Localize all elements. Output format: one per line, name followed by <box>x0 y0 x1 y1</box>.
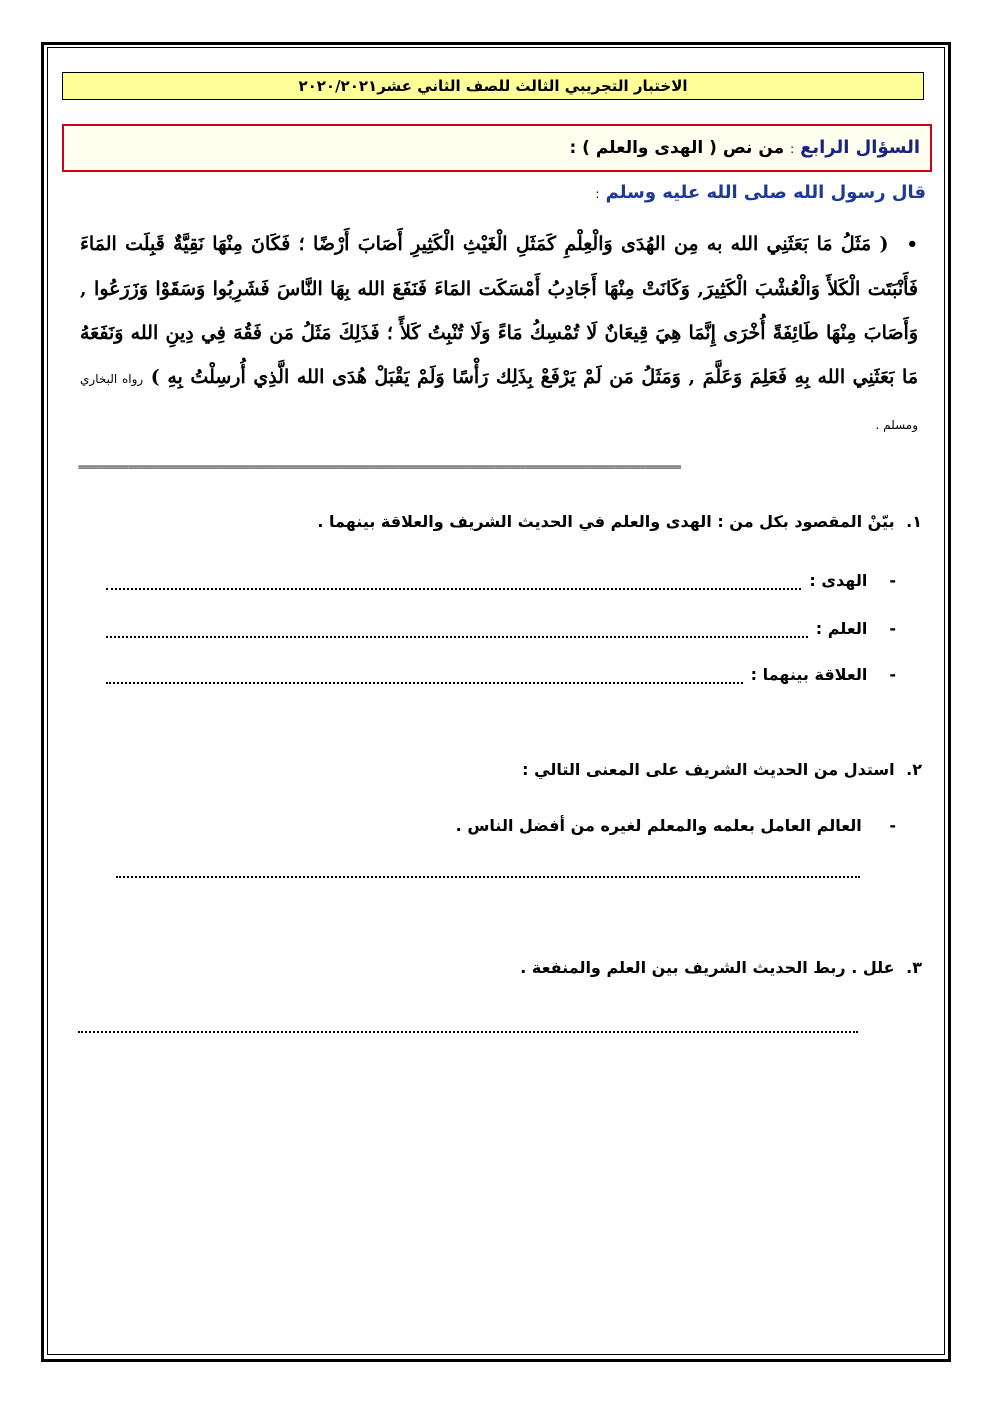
question1 <box>317 512 922 531</box>
exam-title: الاختبار التجريبي الثالث للصف الثاني عشر٢٠٢٠/٢٠٢١ <box>62 72 924 100</box>
answer-field-huda[interactable] <box>106 574 801 590</box>
hadith-intro-text: قال رسول الله صلى الله عليه وسلم <box>605 182 926 203</box>
hadith-intro <box>595 182 926 203</box>
answer-field-q3[interactable] <box>78 1031 858 1033</box>
answer-field-relation[interactable] <box>106 668 743 684</box>
answer-row-huda <box>106 566 896 590</box>
dash-icon: - <box>889 816 896 835</box>
question1-number: ١. <box>906 512 922 531</box>
dash-icon: - <box>889 665 896 684</box>
question2-number: ٢. <box>906 760 922 779</box>
question2 <box>522 760 922 779</box>
answer-label-huda: الهدى : <box>809 571 868 590</box>
hadith-text: ( مَثَلُ مَا بَعَثَنِي الله به مِن الهُدَى وَالْعِلْمِ كَمَثَلِ الْغَيْثِ الْكَثِيرِ أَصَابَ أَرْضًا ؛ فَكَانَ مِنْهَا نَقِيَّةٌ قَبِلَت المَاءَ فَأَنْبَتَت الْكَلأَ وَالْعُشْبَ الْكَثِيرَ, وَكَانَتْ مِنْهَا أَجَادِبُ أَمْسَكَت المَاءَ فَنَفَعَ الله بِهَا النَّاسَ فَشَرِبُوا وَسَقَوْا وَزَرَعُوا , وَأَصَابَ مِنْهَا طَائِفَةً أُخْرَى إِنَّمَا هِيَ قِيعَانٌ لَا تُمْسِكُ مَاءً وَلَا تُنْبِتُ كَلأً ؛ فَذَلِكَ مَثَلُ مَن فَقُهَ فِي دِينِ الله وَنَفَعَهُ مَا بَعَثَنِي الله بِهِ فَعَلِمَ وَعَلَّمَ , وَمَثَلُ مَن لَمْ يَرْفَعْ بِذَلِك رَأْسًا وَلَمْ يَقْبَلْ هُدَى الله الَّذِي أُرسِلْتُ بِهِ ) <box>80 233 918 388</box>
question3-text: علل . ربط الحديث الشريف بين العلم والمنفعة . <box>520 958 895 977</box>
answer-label-relation: العلاقة بينهما : <box>750 665 868 684</box>
answer-label-ilm: العلم : <box>815 619 868 638</box>
question4-label: السؤال الرابع <box>800 137 920 158</box>
question3 <box>520 958 922 977</box>
question1-text: بيّنْ المقصود بكل من : الهدى والعلم في الحديث الشريف والعلاقة بينهما . <box>317 512 895 531</box>
hadith-text-block <box>80 222 918 447</box>
answer-row-relation <box>106 660 896 684</box>
question3-number: ٣. <box>906 958 922 977</box>
separator-line: ======================================================================================================================== <box>78 462 681 473</box>
hadith-intro-colon: : <box>595 187 600 201</box>
dash-icon: - <box>889 571 896 590</box>
answer-field-q2[interactable] <box>116 876 860 878</box>
dash-icon: - <box>889 619 896 638</box>
hadith-source: رواه البخاري ومسلم . <box>80 372 918 432</box>
question4-text: من نص ( الهدى والعلم ) : <box>569 138 785 158</box>
question2-text: استدل من الحديث الشريف على المعنى التالي : <box>522 760 895 779</box>
question4-colon: : <box>790 142 795 156</box>
question2-item-text: العالم العامل بعلمه والمعلم لغيره من أفضل الناس . <box>455 816 862 835</box>
question4-header <box>62 124 932 172</box>
bullet-icon: • <box>906 234 918 255</box>
question2-item <box>456 816 896 835</box>
answer-field-ilm[interactable] <box>106 622 808 638</box>
answer-row-ilm <box>106 614 896 638</box>
